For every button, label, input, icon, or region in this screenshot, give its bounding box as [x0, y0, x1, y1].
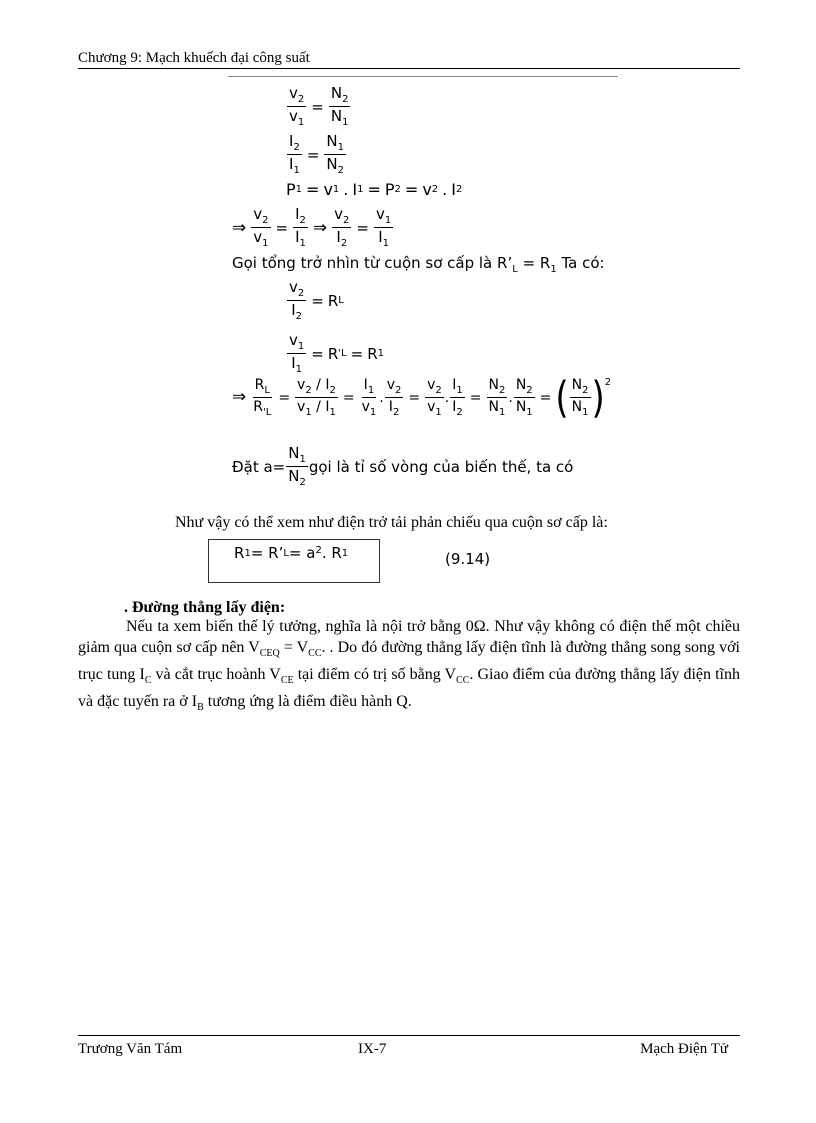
chapter-header: Chương 9: Mạch khuếch đại công suất	[78, 50, 310, 66]
impedance-sentence: Gọi tổng trở nhìn từ cuộn sơ cấp là $R’_L = R_1$ Ta có:	[232, 254, 605, 275]
equation-voltage-ratio: $\frac{v_2}{v_1}$ = $\frac{N_2}{N_1}$	[289, 84, 349, 128]
equation-load-resistance: $\frac{v_2}{I_2}$ = R L	[289, 278, 344, 322]
boxed-formula: R 1 = R’ L = a 2 . R 1	[234, 544, 349, 562]
equation-power: P 1 = v 1 . I 1 = P 2 = v 2 . I 2	[286, 180, 463, 199]
footer-author: Trương Văn Tám	[78, 1041, 183, 1057]
implies-icon: ⇒	[232, 217, 247, 238]
body-paragraph: Nếu ta xem biến thế lý tưởng, nghĩa là nội trở bằng 0Ω. Như vậy không có điện thế một chiều giảm qua cuộn sơ cấp nên $V_{CEQ} = V_{CC}$. . Do đó đường thẳng lấy điện tĩnh là đường thẳng song song với trục tung $I_C$ và cắt trục hoành $V_{CE}$ tại điểm có trị số bằng $V_{CC}$. Giao điểm của đường thẳng lấy điện tĩnh và đặc tuyến ra ở $I_B$ tương ứng là điểm điều hành Q.	[78, 618, 741, 714]
equation-current-ratio: $\frac{I_2}{I_1}$ = $\frac{N_1}{N_2}$	[289, 132, 344, 176]
equation-reflected-resistance: $\frac{v_1}{I_1}$ = R 'L = R 1	[289, 331, 384, 375]
image-top-rule	[228, 76, 618, 77]
equation-number: (9.14)	[445, 550, 491, 568]
implies-icon: ⇒	[312, 217, 328, 238]
turns-ratio-definition: Đặt a= $\frac{N_1}{N_2}$ gọi là tỉ số vòng của biến thế, ta có	[232, 444, 574, 488]
section-heading: . Đường thẳng lấy điện:	[124, 599, 286, 616]
footer-book-title: Mạch Điện Tử	[640, 1041, 728, 1057]
equation-resistance-ratio: ⇒ $\frac{R_L}{R_{'L}}$ = $\frac{v_2 / I_2}{v_1 / I_1}$ = $\frac{I_1}{v_1}$ . $\frac{v_2}{I_2}$ = $\frac{v_2}{v_1}$ . $\frac{I_1}{I_2}$ = $\frac{N_2}{N_1}$ . $\frac{N_2}{N_1}$ = ( $\frac{N_2}{N_1}$ ) $^2$	[232, 372, 612, 423]
implies-icon: ⇒	[232, 387, 247, 408]
header-rule	[78, 68, 740, 69]
reflected-resistance-intro: Như vậy có thể xem như điện trở tải phản chiếu qua cuộn sơ cấp là:	[175, 514, 608, 531]
page-number: IX-7	[358, 1041, 387, 1057]
equation-implication: ⇒ $\frac{v_2}{v_1}$ = $\frac{I_2}{I_1}$ ⇒ $\frac{v_2}{I_2}$ = $\frac{v_1}{I_1}$	[232, 205, 392, 249]
footer-rule	[78, 1035, 740, 1036]
